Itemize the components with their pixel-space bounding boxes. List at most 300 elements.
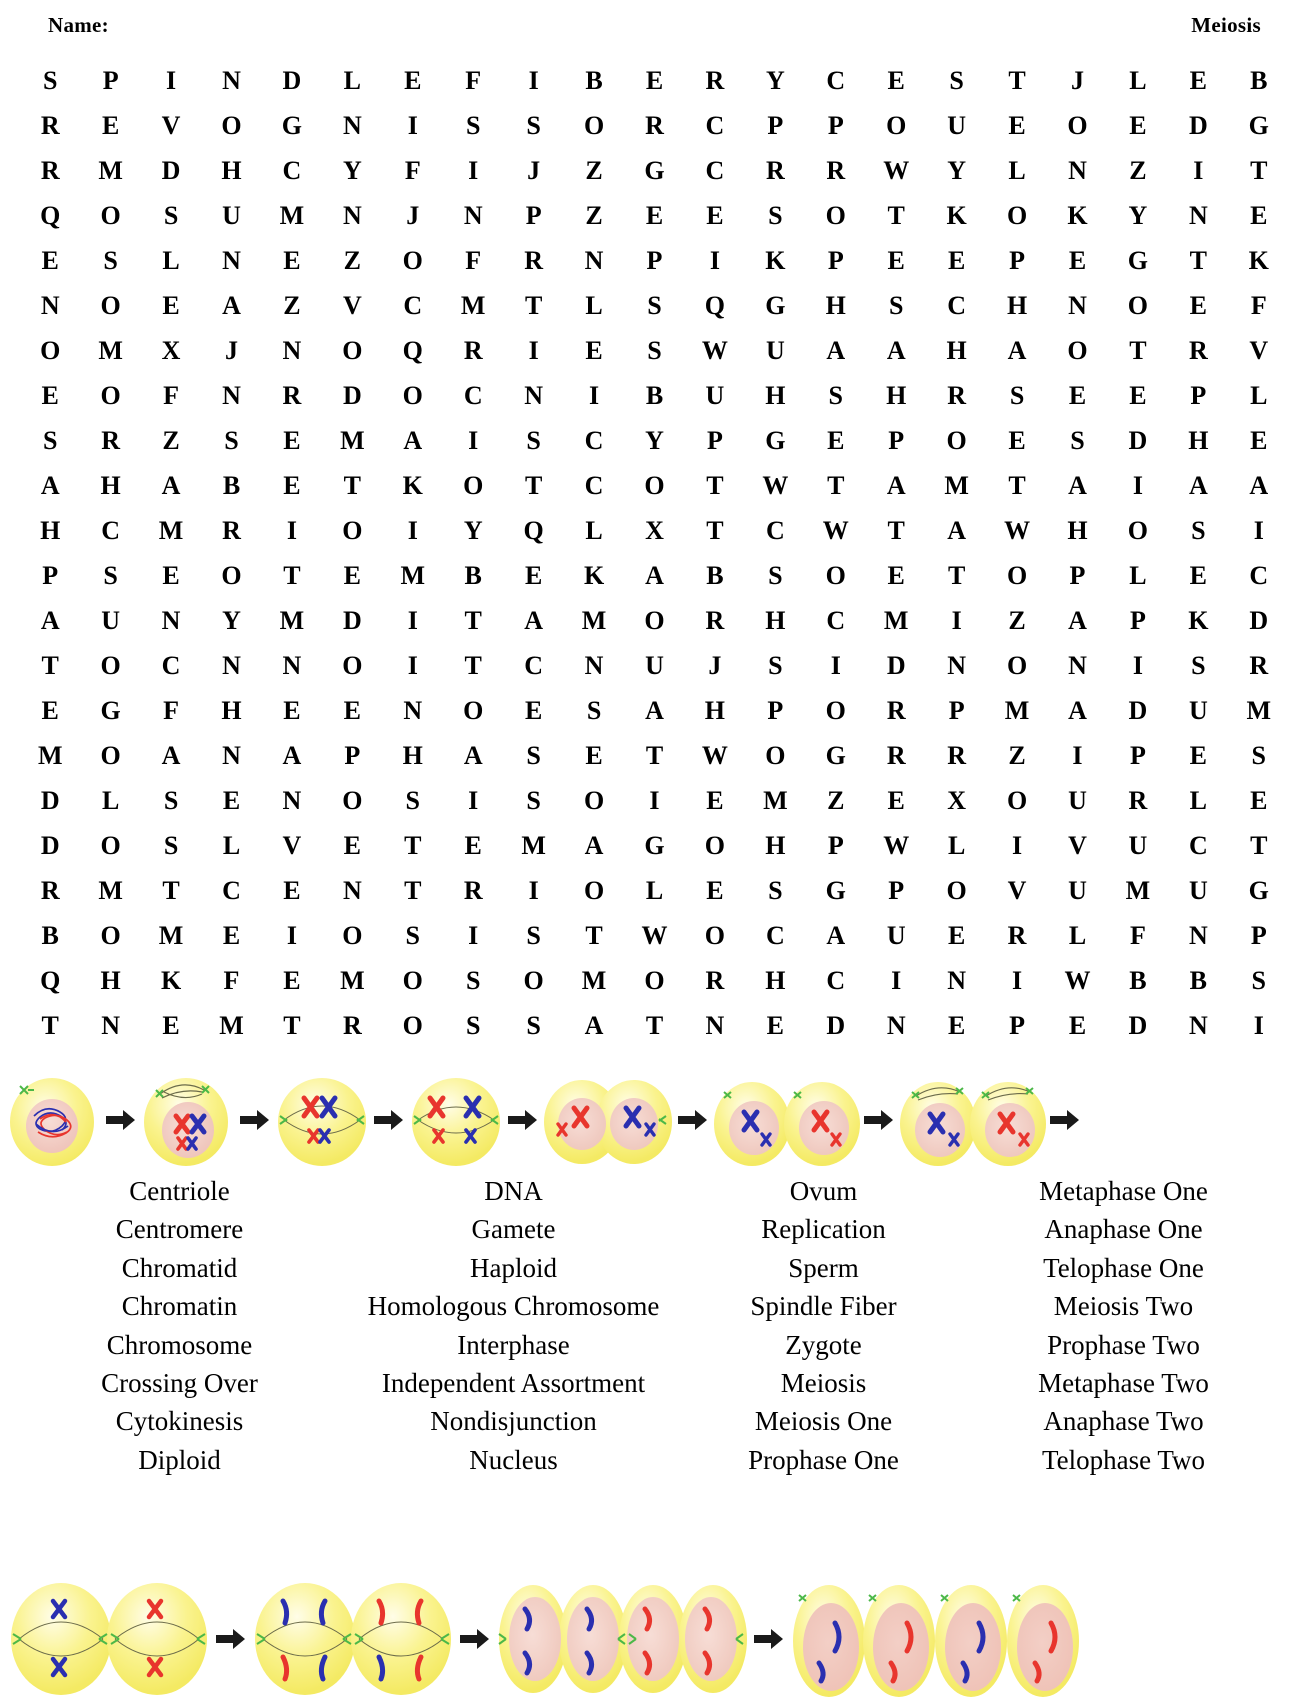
grid-letter[interactable]: N <box>342 200 362 230</box>
grid-letter[interactable]: T <box>41 650 59 680</box>
grid-letter[interactable]: S <box>1191 515 1206 545</box>
grid-letter[interactable]: C <box>947 290 967 320</box>
grid-letter[interactable]: E <box>1189 290 1208 320</box>
grid-letter[interactable]: U <box>1188 875 1208 905</box>
grid-letter[interactable]: L <box>1129 560 1147 590</box>
grid-letter[interactable]: P <box>646 245 663 275</box>
grid-letter[interactable]: E <box>585 740 603 770</box>
grid-letter[interactable]: A <box>282 740 302 770</box>
grid-letter[interactable]: E <box>1008 425 1026 455</box>
grid-letter[interactable]: N <box>282 785 302 815</box>
grid-letter[interactable]: T <box>41 1010 59 1040</box>
grid-letter[interactable]: R <box>1128 785 1148 815</box>
word-list-item[interactable]: Homologous Chromosome <box>367 1291 660 1322</box>
grid-letter[interactable]: T <box>404 830 422 860</box>
grid-letter[interactable]: P <box>948 695 965 725</box>
grid-letter[interactable]: E <box>343 695 362 725</box>
grid-letter[interactable]: W <box>883 830 910 860</box>
grid-letter[interactable]: D <box>282 65 302 95</box>
grid-letter[interactable]: O <box>704 830 726 860</box>
grid-letter[interactable]: P <box>1069 560 1086 590</box>
grid-letter[interactable]: N <box>1188 920 1208 950</box>
grid-letter[interactable]: M <box>581 965 607 995</box>
grid-letter[interactable]: C <box>222 875 241 905</box>
grid-letter[interactable]: R <box>886 740 906 770</box>
grid-letter[interactable]: P <box>102 65 119 95</box>
grid-letter[interactable]: O <box>402 1010 423 1040</box>
grid-letter[interactable]: E <box>947 920 966 950</box>
grid-letter[interactable]: M <box>763 785 788 815</box>
grid-letter[interactable]: E <box>887 560 905 590</box>
grid-letter[interactable]: E <box>585 335 603 365</box>
grid-letter[interactable]: U <box>222 200 241 230</box>
grid-letter[interactable]: E <box>1250 200 1268 230</box>
grid-letter[interactable]: M <box>98 155 123 185</box>
grid-letter[interactable]: L <box>585 290 603 320</box>
grid-letter[interactable]: T <box>947 560 966 590</box>
grid-letter[interactable]: T <box>464 650 482 680</box>
grid-letter[interactable]: N <box>403 695 423 725</box>
grid-letter[interactable]: S <box>586 695 602 725</box>
grid-letter[interactable]: J <box>406 200 420 230</box>
grid-letter[interactable]: P <box>1129 605 1146 635</box>
grid-letter[interactable]: T <box>1008 65 1026 95</box>
grid-letter[interactable]: E <box>222 920 241 950</box>
grid-letter[interactable]: D <box>342 380 362 410</box>
grid-letter[interactable]: G <box>825 740 846 770</box>
word-list-item[interactable]: Ovum <box>789 1176 858 1206</box>
grid-letter[interactable]: O <box>704 920 726 950</box>
grid-letter[interactable]: O <box>644 470 665 500</box>
grid-letter[interactable]: D <box>1128 1010 1148 1040</box>
grid-letter[interactable]: H <box>946 335 967 365</box>
grid-letter[interactable]: E <box>1189 65 1208 95</box>
word-list-item[interactable]: DNA <box>484 1176 543 1206</box>
grid-letter[interactable]: L <box>947 830 966 860</box>
grid-letter[interactable]: R <box>40 875 60 905</box>
grid-letter[interactable]: S <box>163 200 179 230</box>
grid-letter[interactable]: E <box>162 1010 180 1040</box>
grid-letter[interactable]: R <box>222 515 241 545</box>
grid-letter[interactable]: N <box>222 380 241 410</box>
grid-letter[interactable]: U <box>765 335 785 365</box>
word-list-item[interactable]: Replication <box>761 1214 886 1245</box>
grid-letter[interactable]: P <box>344 740 361 770</box>
grid-letter[interactable]: L <box>645 875 664 905</box>
grid-letter[interactable]: L <box>1008 155 1026 185</box>
grid-letter[interactable]: W <box>762 470 789 500</box>
grid-letter[interactable]: H <box>1188 425 1209 455</box>
grid-letter[interactable]: C <box>161 650 181 680</box>
grid-letter[interactable]: O <box>825 695 846 725</box>
grid-letter[interactable]: P <box>827 245 844 275</box>
grid-letter[interactable]: E <box>706 200 724 230</box>
grid-letter[interactable]: A <box>403 425 423 455</box>
grid-letter[interactable]: B <box>1189 965 1208 995</box>
grid-letter[interactable]: H <box>765 380 786 410</box>
grid-letter[interactable]: T <box>706 470 724 500</box>
word-list-item[interactable]: Anaphase One <box>1044 1214 1203 1245</box>
grid-letter[interactable]: A <box>645 560 664 590</box>
grid-letter[interactable]: P <box>767 695 784 725</box>
grid-letter[interactable]: C <box>584 470 604 500</box>
grid-letter[interactable]: A <box>1188 470 1208 500</box>
grid-letter[interactable]: I <box>1253 515 1264 545</box>
grid-letter[interactable]: R <box>101 425 121 455</box>
grid-letter[interactable]: I <box>951 605 962 635</box>
grid-letter[interactable]: Y <box>1128 200 1148 230</box>
grid-letter[interactable]: S <box>526 1010 541 1040</box>
grid-letter[interactable]: G <box>1248 110 1269 140</box>
grid-letter[interactable]: F <box>465 245 482 275</box>
grid-letter[interactable]: S <box>465 1010 481 1040</box>
grid-letter[interactable]: A <box>463 740 483 770</box>
grid-letter[interactable]: Q <box>704 290 726 320</box>
word-list-item[interactable]: Cytokinesis <box>115 1406 244 1437</box>
grid-letter[interactable]: E <box>645 65 664 95</box>
grid-letter[interactable]: R <box>282 380 302 410</box>
grid-letter[interactable]: E <box>101 110 120 140</box>
grid-letter[interactable]: E <box>827 425 845 455</box>
grid-letter[interactable]: Z <box>1008 605 1026 635</box>
grid-letter[interactable]: T <box>404 875 422 905</box>
grid-letter[interactable]: A <box>1249 470 1269 500</box>
grid-letter[interactable]: M <box>158 515 184 545</box>
grid-letter[interactable]: C <box>826 605 846 635</box>
grid-letter[interactable]: E <box>887 785 905 815</box>
grid-letter[interactable]: P <box>42 560 59 590</box>
grid-letter[interactable]: C <box>524 650 544 680</box>
grid-letter[interactable]: G <box>765 290 786 320</box>
grid-letter[interactable]: R <box>705 65 725 95</box>
grid-letter[interactable]: O <box>463 470 484 500</box>
grid-letter[interactable]: W <box>1064 965 1091 995</box>
grid-letter[interactable]: D <box>1188 110 1208 140</box>
grid-letter[interactable]: A <box>40 605 60 635</box>
grid-letter[interactable]: S <box>526 110 541 140</box>
grid-letter[interactable]: S <box>42 65 58 95</box>
word-list-item[interactable]: Meiosis One <box>754 1406 893 1437</box>
grid-letter[interactable]: E <box>162 290 180 320</box>
grid-letter[interactable]: O <box>402 965 423 995</box>
grid-letter[interactable]: S <box>888 290 904 320</box>
grid-letter[interactable]: W <box>701 740 728 770</box>
grid-letter[interactable]: N <box>101 1010 121 1040</box>
grid-letter[interactable]: O <box>342 650 363 680</box>
grid-letter[interactable]: F <box>1250 290 1267 320</box>
grid-letter[interactable]: R <box>40 110 60 140</box>
grid-letter[interactable]: O <box>342 335 363 365</box>
grid-letter[interactable]: T <box>162 875 180 905</box>
grid-letter[interactable]: Q <box>40 200 61 230</box>
word-list-item[interactable]: Diploid <box>138 1444 221 1475</box>
grid-letter[interactable]: C <box>463 380 483 410</box>
grid-letter[interactable]: C <box>765 920 785 950</box>
grid-letter[interactable]: M <box>219 1010 244 1040</box>
grid-letter[interactable]: C <box>826 965 846 995</box>
grid-letter[interactable]: H <box>402 740 423 770</box>
grid-letter[interactable]: Z <box>1008 740 1026 770</box>
grid-letter[interactable]: U <box>705 380 725 410</box>
grid-letter[interactable]: K <box>765 245 786 275</box>
grid-letter[interactable]: E <box>524 560 543 590</box>
grid-letter[interactable]: M <box>1246 695 1272 725</box>
grid-letter[interactable]: O <box>523 965 544 995</box>
grid-letter[interactable]: O <box>1127 515 1149 545</box>
grid-letter[interactable]: B <box>706 560 724 590</box>
grid-letter[interactable]: W <box>1004 515 1031 545</box>
grid-letter[interactable]: B <box>1250 65 1268 95</box>
grid-letter[interactable]: S <box>163 830 179 860</box>
grid-letter[interactable]: R <box>765 155 785 185</box>
grid-letter[interactable]: O <box>583 110 605 140</box>
grid-letter[interactable]: O <box>402 245 423 275</box>
grid-letter[interactable]: Y <box>222 605 241 635</box>
grid-letter[interactable]: I <box>166 65 177 95</box>
grid-letter[interactable]: E <box>1068 380 1087 410</box>
grid-letter[interactable]: O <box>342 920 363 950</box>
grid-letter[interactable]: A <box>161 470 181 500</box>
grid-letter[interactable]: S <box>405 785 420 815</box>
grid-letter[interactable]: Q <box>523 515 544 545</box>
word-list-item[interactable]: Independent Assortment <box>381 1368 646 1399</box>
grid-letter[interactable]: T <box>283 560 301 590</box>
grid-letter[interactable]: S <box>405 920 420 950</box>
grid-letter[interactable]: S <box>1191 650 1206 680</box>
grid-letter[interactable]: Z <box>585 155 603 185</box>
grid-letter[interactable]: K <box>160 965 182 995</box>
grid-letter[interactable]: H <box>1067 515 1088 545</box>
word-list-item[interactable]: Metaphase One <box>1039 1176 1208 1206</box>
grid-letter[interactable]: N <box>947 965 967 995</box>
word-list-item[interactable]: Haploid <box>470 1252 557 1283</box>
grid-letter[interactable]: S <box>828 380 843 410</box>
grid-letter[interactable]: S <box>1251 740 1266 770</box>
grid-letter[interactable]: S <box>768 560 783 590</box>
grid-letter[interactable]: C <box>765 515 785 545</box>
grid-letter[interactable]: T <box>706 515 724 545</box>
grid-letter[interactable]: M <box>37 740 63 770</box>
grid-letter[interactable]: T <box>1129 335 1147 365</box>
grid-letter[interactable]: E <box>41 380 59 410</box>
grid-letter[interactable]: E <box>464 830 482 860</box>
word-list-item[interactable]: Zygote <box>785 1329 862 1360</box>
grid-letter[interactable]: L <box>343 65 362 95</box>
grid-letter[interactable]: R <box>342 1010 362 1040</box>
grid-letter[interactable]: I <box>407 110 418 140</box>
grid-letter[interactable]: L <box>101 785 120 815</box>
grid-letter[interactable]: S <box>42 425 58 455</box>
grid-letter[interactable]: O <box>1127 290 1149 320</box>
grid-letter[interactable]: O <box>342 515 363 545</box>
grid-letter[interactable]: N <box>947 650 967 680</box>
word-list-item[interactable]: Anaphase Two <box>1043 1406 1204 1437</box>
grid-letter[interactable]: I <box>286 920 297 950</box>
grid-letter[interactable]: I <box>1193 155 1204 185</box>
grid-letter[interactable]: I <box>649 785 660 815</box>
grid-letter[interactable]: R <box>826 155 846 185</box>
grid-letter[interactable]: M <box>279 200 305 230</box>
grid-letter[interactable]: O <box>946 875 967 905</box>
grid-letter[interactable]: T <box>464 605 482 635</box>
grid-letter[interactable]: M <box>521 830 546 860</box>
word-search-grid[interactable] <box>0 58 1309 1048</box>
grid-letter[interactable]: T <box>645 740 664 770</box>
grid-letter[interactable]: C <box>705 110 725 140</box>
grid-letter[interactable]: T <box>887 515 905 545</box>
grid-letter[interactable]: O <box>886 110 907 140</box>
grid-letter[interactable]: D <box>1128 425 1148 455</box>
grid-letter[interactable]: X <box>947 785 967 815</box>
word-list-item[interactable]: Gamete <box>471 1214 556 1245</box>
grid-letter[interactable]: L <box>585 515 603 545</box>
grid-letter[interactable]: V <box>1249 335 1269 365</box>
grid-letter[interactable]: I <box>1072 740 1083 770</box>
grid-letter[interactable]: N <box>463 200 483 230</box>
grid-letter[interactable]: F <box>163 695 179 725</box>
grid-letter[interactable]: M <box>98 875 123 905</box>
grid-letter[interactable]: U <box>645 650 664 680</box>
grid-letter[interactable]: D <box>40 785 60 815</box>
grid-letter[interactable]: I <box>589 380 600 410</box>
grid-letter[interactable]: I <box>528 65 539 95</box>
grid-letter[interactable]: T <box>827 470 845 500</box>
grid-letter[interactable]: S <box>768 875 783 905</box>
grid-letter[interactable]: Z <box>827 785 845 815</box>
grid-letter[interactable]: H <box>40 515 61 545</box>
grid-letter[interactable]: N <box>222 740 241 770</box>
grid-letter[interactable]: C <box>1188 830 1208 860</box>
grid-letter[interactable]: D <box>1249 605 1269 635</box>
grid-letter[interactable]: E <box>1008 110 1026 140</box>
grid-letter[interactable]: E <box>283 470 301 500</box>
grid-letter[interactable]: S <box>465 110 481 140</box>
grid-letter[interactable]: P <box>1009 1010 1025 1040</box>
grid-letter[interactable]: H <box>886 380 907 410</box>
grid-letter[interactable]: S <box>949 65 964 95</box>
word-list-item[interactable]: Telophase Two <box>1042 1444 1205 1475</box>
grid-letter[interactable]: R <box>524 245 544 275</box>
grid-letter[interactable]: E <box>524 695 543 725</box>
grid-letter[interactable]: E <box>1250 425 1268 455</box>
grid-letter[interactable]: O <box>825 560 846 590</box>
grid-letter[interactable]: A <box>161 740 181 770</box>
grid-letter[interactable]: B <box>645 380 664 410</box>
grid-letter[interactable]: A <box>524 605 544 635</box>
grid-letter[interactable]: H <box>825 290 846 320</box>
grid-letter[interactable]: G <box>644 830 665 860</box>
grid-letter[interactable]: S <box>163 785 179 815</box>
grid-letter[interactable]: D <box>826 1010 846 1040</box>
grid-letter[interactable]: A <box>1007 335 1027 365</box>
grid-letter[interactable]: N <box>161 605 181 635</box>
grid-letter[interactable]: R <box>40 155 60 185</box>
grid-letter[interactable]: E <box>887 65 905 95</box>
grid-letter[interactable]: M <box>98 335 123 365</box>
word-list-item[interactable]: Metaphase Two <box>1038 1368 1209 1399</box>
grid-letter[interactable]: I <box>468 155 479 185</box>
grid-letter[interactable]: S <box>768 650 783 680</box>
grid-letter[interactable]: O <box>946 425 967 455</box>
word-list-item[interactable]: Nondisjunction <box>430 1406 597 1437</box>
grid-letter[interactable]: T <box>1250 155 1268 185</box>
grid-letter[interactable]: R <box>705 605 725 635</box>
grid-letter[interactable]: N <box>222 65 241 95</box>
grid-letter[interactable]: S <box>103 560 118 590</box>
grid-letter[interactable]: P <box>827 110 844 140</box>
grid-letter[interactable]: I <box>468 920 479 950</box>
word-list-item[interactable]: Centriole <box>129 1176 230 1206</box>
grid-letter[interactable]: P <box>767 110 784 140</box>
grid-letter[interactable]: V <box>1007 875 1027 905</box>
grid-letter[interactable]: I <box>468 785 479 815</box>
grid-letter[interactable]: O <box>1006 650 1028 680</box>
grid-letter[interactable]: V <box>1068 830 1087 860</box>
grid-letter[interactable]: R <box>463 335 483 365</box>
grid-letter[interactable]: W <box>822 515 849 545</box>
grid-letter[interactable]: O <box>100 830 121 860</box>
grid-letter[interactable]: T <box>887 200 905 230</box>
grid-letter[interactable]: E <box>947 245 966 275</box>
grid-letter[interactable]: T <box>1250 830 1268 860</box>
grid-letter[interactable]: S <box>768 200 783 230</box>
grid-letter[interactable]: L <box>1189 785 1208 815</box>
grid-letter[interactable]: O <box>402 380 423 410</box>
grid-letter[interactable]: E <box>343 830 362 860</box>
grid-letter[interactable]: A <box>1068 605 1087 635</box>
grid-letter[interactable]: B <box>585 65 603 95</box>
grid-letter[interactable]: S <box>103 245 118 275</box>
word-list-item[interactable]: Crossing Over <box>101 1368 258 1399</box>
grid-letter[interactable]: O <box>100 650 121 680</box>
grid-letter[interactable]: N <box>222 650 241 680</box>
grid-letter[interactable]: G <box>825 875 846 905</box>
grid-letter[interactable]: E <box>404 65 422 95</box>
grid-letter[interactable]: O <box>1006 560 1028 590</box>
grid-letter[interactable]: A <box>222 290 241 320</box>
grid-letter[interactable]: E <box>706 785 724 815</box>
grid-letter[interactable]: T <box>283 1010 301 1040</box>
grid-letter[interactable]: K <box>1248 245 1269 275</box>
grid-letter[interactable]: O <box>100 290 121 320</box>
grid-letter[interactable]: E <box>1129 110 1147 140</box>
grid-letter[interactable]: S <box>224 425 239 455</box>
grid-letter[interactable]: P <box>1129 740 1146 770</box>
grid-letter[interactable]: E <box>283 695 301 725</box>
grid-letter[interactable]: Z <box>585 200 603 230</box>
grid-letter[interactable]: O <box>221 560 242 590</box>
grid-letter[interactable]: O <box>463 695 484 725</box>
grid-letter[interactable]: E <box>645 200 664 230</box>
grid-letter[interactable]: R <box>705 965 725 995</box>
grid-letter[interactable]: E <box>343 560 362 590</box>
grid-letter[interactable]: J <box>708 650 722 680</box>
grid-letter[interactable]: E <box>706 875 724 905</box>
grid-letter[interactable]: P <box>525 200 542 230</box>
grid-letter[interactable]: O <box>583 875 605 905</box>
grid-letter[interactable]: A <box>584 1010 604 1040</box>
grid-letter[interactable]: U <box>947 110 967 140</box>
grid-letter[interactable]: Q <box>402 335 423 365</box>
grid-letter[interactable]: N <box>705 1010 725 1040</box>
grid-letter[interactable]: T <box>645 1010 664 1040</box>
grid-letter[interactable]: T <box>524 290 543 320</box>
grid-letter[interactable]: S <box>526 740 541 770</box>
grid-letter[interactable]: F <box>465 65 482 95</box>
grid-letter[interactable]: O <box>100 920 121 950</box>
grid-letter[interactable]: I <box>407 605 418 635</box>
grid-letter[interactable]: M <box>340 425 365 455</box>
